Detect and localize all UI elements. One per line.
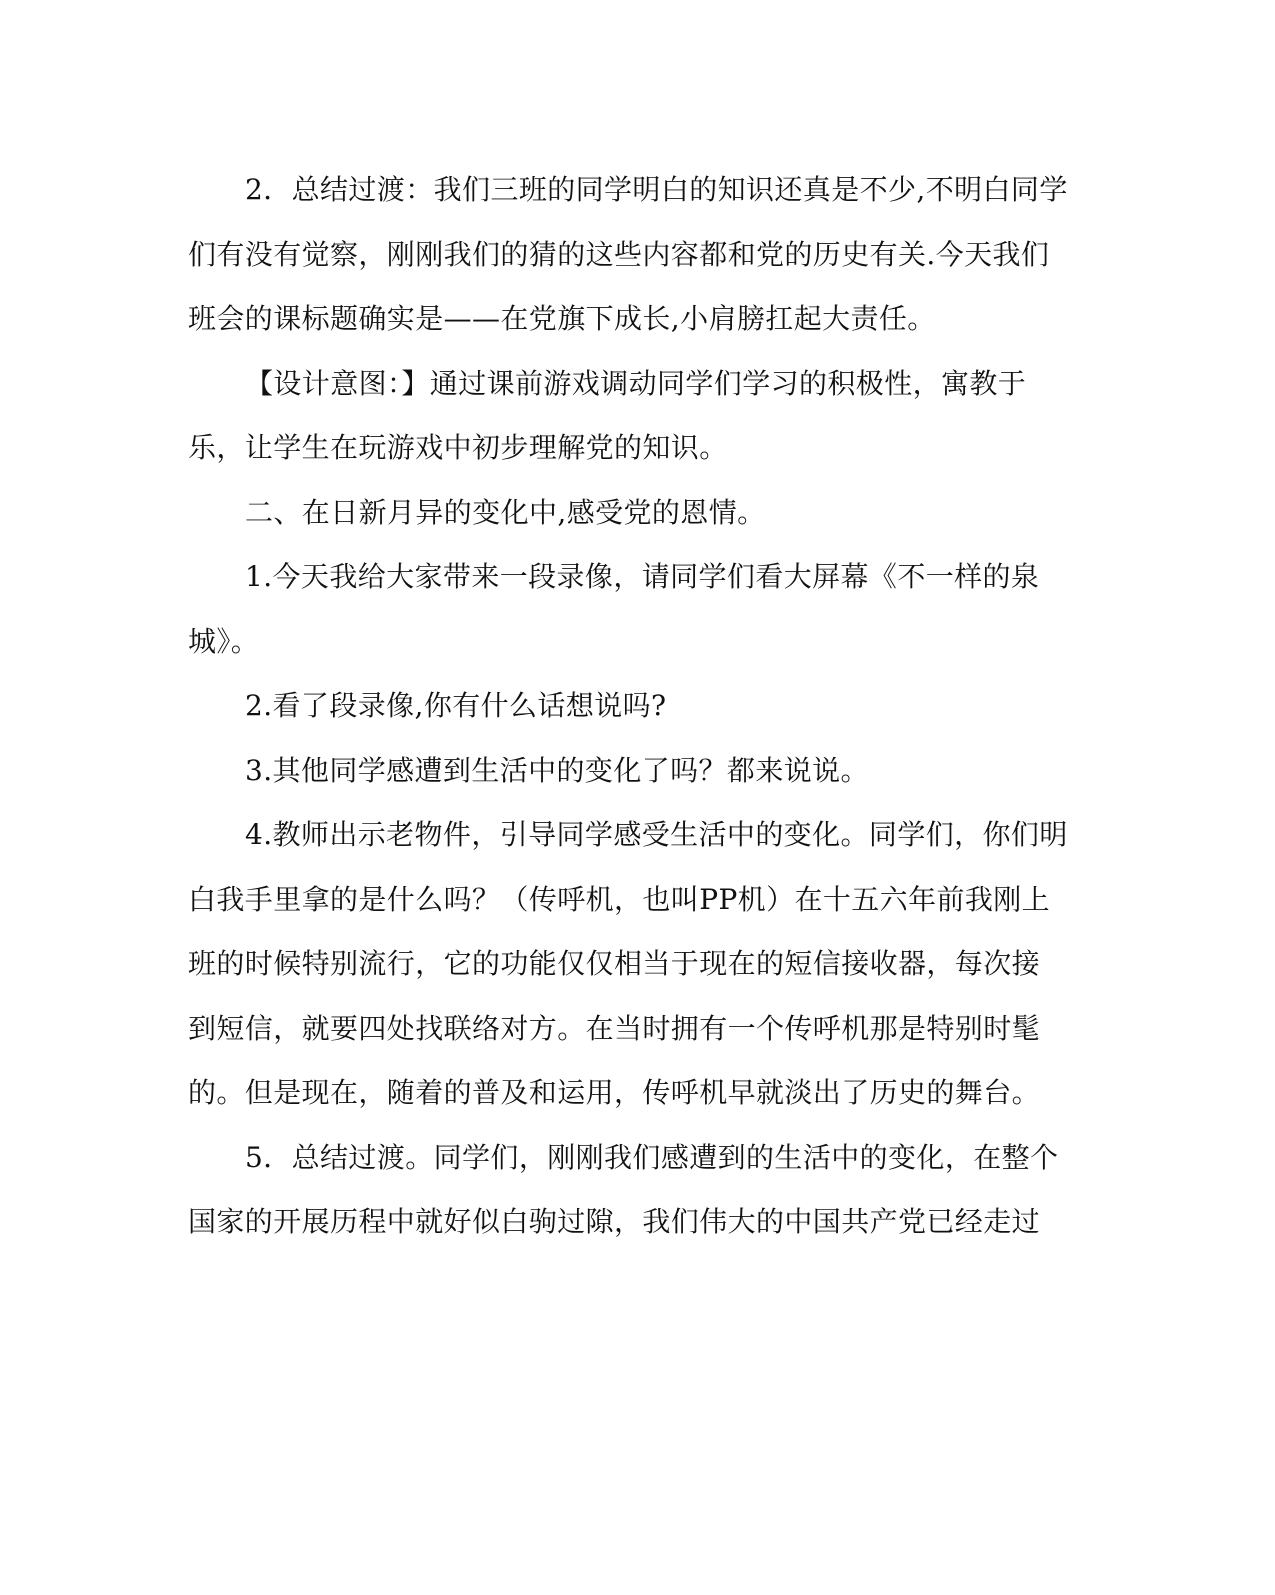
paragraph-step-1: 1.今天我给大家带来一段录像，请同学们看大屏幕《不一样的泉城》。 <box>188 560 1040 658</box>
document-body <box>188 158 1068 1255</box>
paragraph-step-2: 2.看了段录像,你有什么话想说吗? <box>245 689 667 722</box>
paragraph-design-intent: 【设计意图：】通过课前游戏调动同学们学习的积极性，寓教于乐，让学生在玩游戏中初步理解党的知识。 <box>188 366 1027 464</box>
paragraph-step-5: 5．总结过渡。同学们，刚刚我们感遭到的生活中的变化，在整个国家的开展历程中就好似白驹过隙，我们伟大的中国共产党已经走过 <box>188 1140 1059 1238</box>
paragraph-summary-transition: 2．总结过渡：我们三班的同学明白的知识还真是不少,不明白同学们有没有觉察，刚刚我们的猜的这些内容都和党的历史有关.今天我们班会的课标题确实是——在党旗下成长,小肩膀扛起大责任。 <box>188 173 1068 335</box>
section-heading-two: 二、在日新月异的变化中,感受党的恩情。 <box>245 495 766 529</box>
paragraph-step-3: 3.其他同学感遭到生活中的变化了吗？都来说说。 <box>245 753 869 787</box>
paragraph-step-4: 4.教师出示老物件，引导同学感受生活中的变化。同学们，你们明白我手里拿的是什么吗？（传呼机，也叫PP机）在十五六年前我刚上班的时候特别流行，它的功能仅仅相当于现在的短信接收器，每次接到短信，就要四处找联络对方。在当时拥有一个传呼机那是特别时髦的。但是现在，随着的普及和运用，传呼机早就淡出了历史的舞台。 <box>188 818 1068 1109</box>
